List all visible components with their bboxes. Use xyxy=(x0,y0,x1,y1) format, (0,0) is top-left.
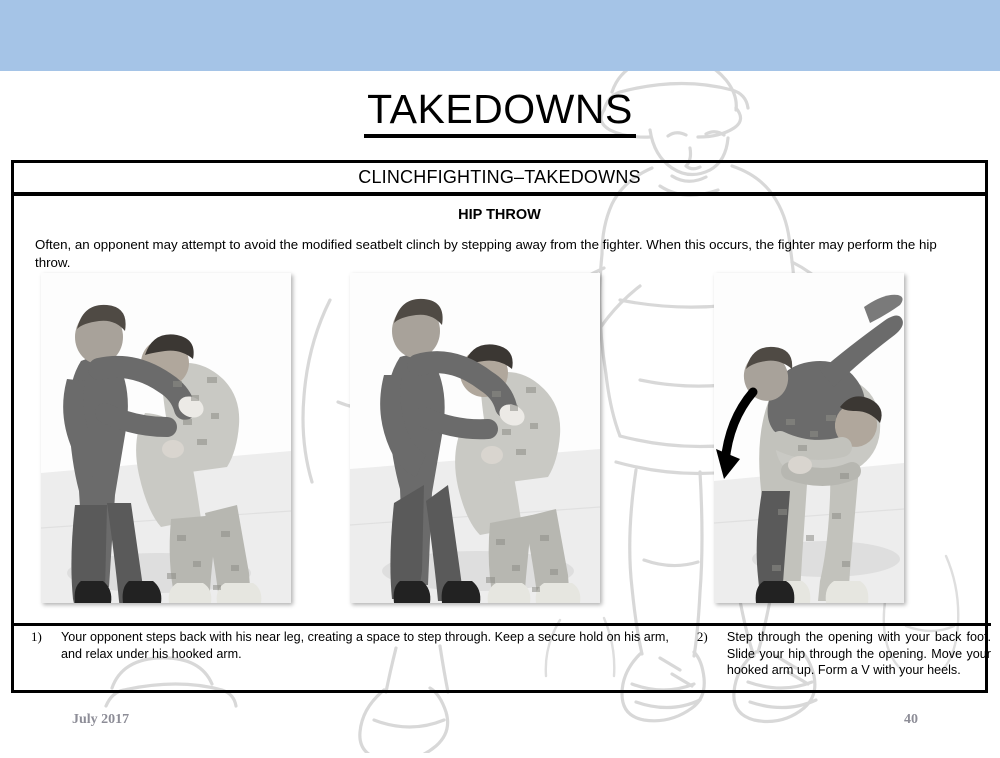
caption-1-number: 1) xyxy=(31,629,42,644)
caption-row xyxy=(14,629,991,679)
panel-titlebar xyxy=(14,163,985,196)
content-panel xyxy=(11,160,991,693)
panel-titlebar-label: CLINCHFIGHTING–TAKEDOWNS xyxy=(358,167,641,187)
caption-item-2 xyxy=(689,629,991,679)
footer-page-number: 40 xyxy=(904,712,918,727)
intro-paragraph: Often, an opponent may attempt to avoid the modified seatbelt clinch by stepping away from the fighter. When this occurs, the fighter may perform the hip throw. xyxy=(35,237,937,270)
technique-name: HIP THROW xyxy=(458,207,541,223)
page-title: TAKEDOWNS xyxy=(364,86,636,138)
photo-step-2 xyxy=(350,273,600,603)
photo-row xyxy=(14,273,991,613)
photo-step-1 xyxy=(41,273,291,603)
caption-divider xyxy=(14,623,991,626)
footer-date: July 2017 xyxy=(72,712,130,727)
photo-step-3 xyxy=(714,273,904,603)
caption-1-text: Your opponent steps back with his near leg, creating a space to step through. Keep a secure hold on his arm, and relax under his hooked arm. xyxy=(61,630,669,661)
caption-2-number: 2) xyxy=(696,629,708,644)
page-title-container xyxy=(0,86,1000,138)
caption-item-1 xyxy=(14,629,689,679)
caption-2-text: Step through the opening with your back foot. Slide your hip through the opening. Move your hooked arm up. Form a V with your heels. xyxy=(726,630,991,677)
page-header-band xyxy=(0,0,1000,71)
